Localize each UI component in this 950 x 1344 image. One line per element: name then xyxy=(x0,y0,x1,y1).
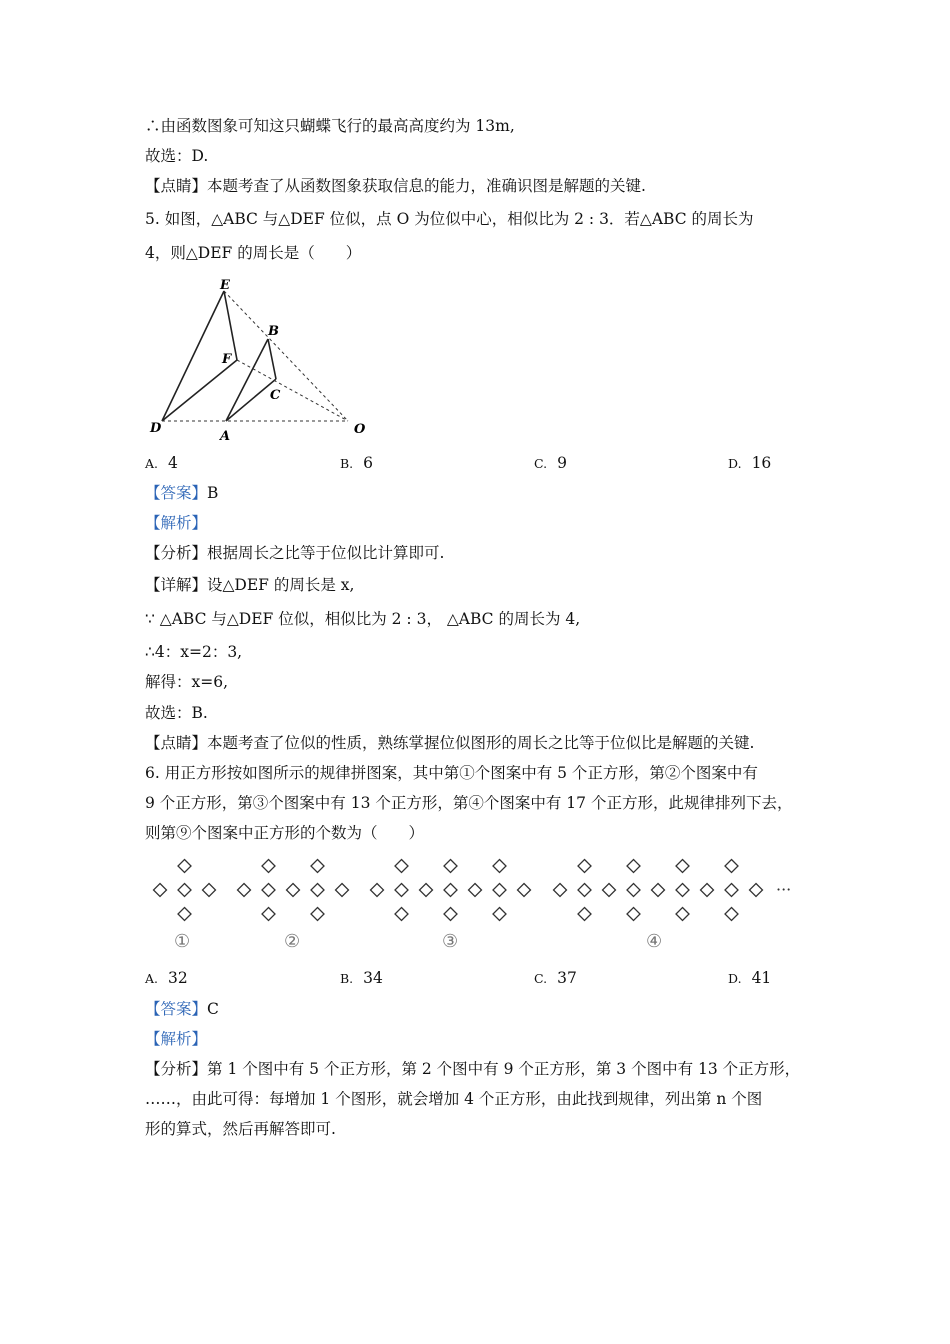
pattern-label-3: ③ xyxy=(442,931,459,952)
ray-FO xyxy=(237,360,348,421)
q6-option-d: D. 41 xyxy=(728,969,772,987)
square-shape xyxy=(311,860,324,873)
q6-stem-line1: 6. 用正方形按如图所示的规律拼图案，其中第①个图案中有 5 个正方形，第②个图案中有 xyxy=(145,764,758,782)
q5-stem-line1: 5. 如图，△ABC 与△DEF 位似，点 O 为位似中心，相似比为 2 : 3．若△ABC 的周长为 xyxy=(145,210,754,228)
square-shape xyxy=(178,860,191,873)
square-shape xyxy=(262,908,275,921)
q6-answer: 【答案】C xyxy=(145,1000,219,1018)
prev-conclusion: ∴由函数图象可知这只蝴蝶飞行的最高高度约为 13m, xyxy=(145,117,515,135)
q5-note: 【点睛】本题考查了位似的性质，熟练掌握位似图形的周长之比等于位似比是解题的关键. xyxy=(145,734,755,752)
q6-analysis-tag: 【解析】 xyxy=(145,1030,208,1048)
pattern-label-4: ④ xyxy=(646,931,663,952)
note-tag: 【点睛】 xyxy=(145,177,208,195)
square-shape xyxy=(444,908,457,921)
note-text: 本题考查了从函数图象获取信息的能力，准确识图是解题的关键. xyxy=(207,177,646,195)
label-B: B xyxy=(268,324,279,339)
square-shape xyxy=(262,884,275,897)
square-shape xyxy=(238,884,251,897)
square-shape xyxy=(420,884,433,897)
q5-step1: ∵ △ABC 与△DEF 位似，相似比为 2 : 3， △ABC 的周长为 4, xyxy=(145,610,581,628)
homothety-figure xyxy=(140,275,380,445)
square-shape xyxy=(676,884,689,897)
square-shape xyxy=(203,884,216,897)
square-shape xyxy=(469,884,482,897)
q5-answer: 【答案】B xyxy=(145,484,219,502)
square-shape xyxy=(444,884,457,897)
q6-analysis-line1: 【分析】第 1 个图中有 5 个正方形，第 2 个图中有 9 个正方形，第 3 个图中有 13 个正方形， xyxy=(145,1060,801,1078)
square-shape xyxy=(603,884,616,897)
q5-option-a: A. 4 xyxy=(145,454,178,472)
square-shape xyxy=(178,908,191,921)
square-shape xyxy=(518,884,531,897)
square-shape xyxy=(725,860,738,873)
square-shape xyxy=(493,884,506,897)
pattern-label-1: ① xyxy=(174,931,191,952)
square-shape xyxy=(395,860,408,873)
q5-step4: 故选：B. xyxy=(145,704,208,722)
square-pattern-figure xyxy=(140,852,820,952)
square-shape xyxy=(652,884,665,897)
square-shape xyxy=(627,908,640,921)
square-shape xyxy=(287,884,300,897)
square-shape xyxy=(262,860,275,873)
square-shape xyxy=(371,884,384,897)
square-shape xyxy=(750,884,763,897)
square-shape xyxy=(627,884,640,897)
square-shape xyxy=(676,860,689,873)
square-shape xyxy=(493,860,506,873)
q5-step3: 解得：x=6, xyxy=(145,673,229,691)
square-shape xyxy=(627,860,640,873)
square-shape xyxy=(701,884,714,897)
prev-note xyxy=(145,175,646,197)
q6-stem-line2: 9 个正方形，第③个图案中有 13 个正方形，第④个图案中有 17 个正方形，此规律排列下去， xyxy=(145,794,793,812)
square-shape xyxy=(178,884,191,897)
label-A: A xyxy=(220,429,231,444)
edge-BC xyxy=(268,339,276,379)
square-shape xyxy=(578,860,591,873)
square-shape xyxy=(493,908,506,921)
label-F: F xyxy=(222,352,232,367)
edge-EF xyxy=(224,291,237,360)
ray-EO xyxy=(224,291,348,421)
q6-option-a: A. 32 xyxy=(145,969,188,987)
q6-analysis-line2: ……，由此可得：每增加 1 个图形，就会增加 4 个正方形，由此找到规律，列出第 n 个图 xyxy=(145,1090,763,1108)
label-O: O xyxy=(354,422,366,437)
q5-step2: ∴4：x=2：3, xyxy=(145,643,243,661)
q6-analysis-line3: 形的算式，然后再解答即可. xyxy=(145,1120,336,1138)
pattern-label-2: ② xyxy=(284,931,301,952)
edge-AC xyxy=(226,379,276,421)
square-shape xyxy=(578,884,591,897)
square-shape xyxy=(676,908,689,921)
q5-analysis: 【分析】根据周长之比等于位似比计算即可. xyxy=(145,544,445,562)
q5-stem-line2: 4，则△DEF 的周长是（ ） xyxy=(145,244,362,262)
label-C: C xyxy=(270,388,281,403)
label-D: D xyxy=(150,421,162,436)
square-shape xyxy=(578,908,591,921)
q5-detail: 【详解】设△DEF 的周长是 x, xyxy=(145,576,355,594)
edge-DE xyxy=(162,291,224,421)
q5-option-d: D. 16 xyxy=(728,454,772,472)
square-shape xyxy=(444,860,457,873)
q6-option-c: C. 37 xyxy=(534,969,577,987)
label-E: E xyxy=(220,278,230,293)
q6-stem-line3: 则第⑨个图案中正方形的个数为（ ） xyxy=(145,824,425,842)
q5-analysis-tag: 【解析】 xyxy=(145,514,208,532)
q5-option-b: B. 6 xyxy=(340,454,374,472)
pattern-ellipsis: ··· xyxy=(776,880,792,899)
square-shape xyxy=(725,908,738,921)
square-shape xyxy=(395,884,408,897)
square-shape xyxy=(311,884,324,897)
edge-AB xyxy=(226,339,268,421)
square-shape xyxy=(336,884,349,897)
q5-option-c: C. 9 xyxy=(534,454,567,472)
square-shape xyxy=(395,908,408,921)
square-shape xyxy=(554,884,567,897)
square-shape xyxy=(154,884,167,897)
prev-choice: 故选：D. xyxy=(145,147,209,165)
square-shape xyxy=(725,884,738,897)
edge-DF xyxy=(162,360,237,421)
square-shape xyxy=(311,908,324,921)
q6-option-b: B. 34 xyxy=(340,969,383,987)
